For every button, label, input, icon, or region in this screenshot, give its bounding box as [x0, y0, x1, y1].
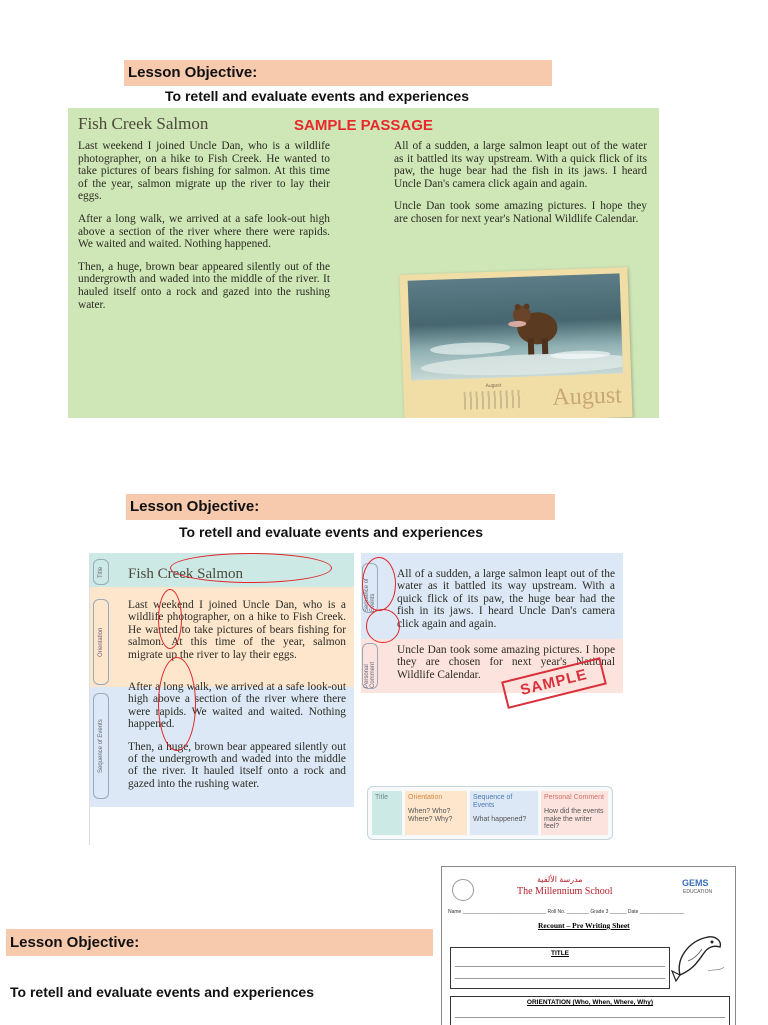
- mini-calendar-grid: [464, 390, 525, 410]
- bear-photo: [408, 273, 623, 380]
- writing-line: [455, 966, 665, 967]
- calendar-month-label: August: [552, 382, 623, 411]
- pre-writing-worksheet: [441, 866, 736, 1025]
- salmon-icon: [668, 931, 728, 983]
- annotated-paragraph: Uncle Dan took some amazing pictures. I hope they are chosen for next year's National Wildlife Calendar.: [397, 644, 615, 681]
- key-heading: Sequence of Events: [473, 794, 513, 809]
- student-fields-line: Name ______________________________ Roll No. ________ Grade 3 ______ Date ________________: [448, 909, 685, 915]
- annotated-paragraph: After a long walk, we arrived at a safe look-out high above a section of the river where there were rapids. We waited and waited. Nothing happened.: [128, 681, 346, 731]
- recount-structure-key: [367, 786, 613, 840]
- tab-orientation: Orientation: [93, 599, 109, 685]
- objective-label-1: Lesson Objective:: [124, 60, 552, 86]
- passage-title: Fish Creek Salmon: [78, 114, 209, 133]
- school-name: The Millennium School: [517, 886, 613, 897]
- school-name-arabic: مدرسة الألفية: [537, 875, 583, 884]
- brand-logo: GEMS: [682, 878, 709, 888]
- objective-label-2: Lesson Objective:: [126, 494, 555, 520]
- key-description: What happened?: [473, 816, 527, 823]
- objective-text-2: To retell and evaluate events and experiences: [179, 524, 483, 540]
- brand-subtitle: EDUCATION: [683, 889, 713, 895]
- annotation-ring-when: [158, 589, 182, 649]
- key-description: How did the events make the writer feel?: [544, 808, 604, 830]
- bear-icon: [408, 273, 623, 380]
- passage-left-column: [78, 140, 330, 321]
- passage-paragraph: All of a sudden, a large salmon leapt out of the water as it battled its way upstream. With a quick flick of its paw, the huge bear had the fish in its jaws. I heard Uncle Dan's camera click again and again.: [394, 140, 647, 190]
- passage-paragraph: Last weekend I joined Uncle Dan, who is a wildlife photographer, on a hike to Fish Creek. He wanted to take pictures of bears fishing for salmon. At this time of the year, salmon migrate up the river to lay their eggs.: [78, 140, 330, 203]
- passage-paragraph: After a long walk, we arrived at a safe look-out high above a section of the river where there were rapids. We waited and waited. Nothing happened.: [78, 212, 330, 251]
- tab-sequence-of-events: Sequence of Events: [93, 693, 109, 799]
- writing-line: [455, 1017, 725, 1018]
- key-orientation: [405, 791, 467, 835]
- mini-calendar-month: August: [485, 382, 502, 390]
- key-personal: [541, 791, 608, 835]
- worksheet-heading: Recount – Pre Writing Sheet: [538, 921, 630, 930]
- annotation-ring-camera: [366, 609, 400, 643]
- writing-line: [455, 978, 665, 979]
- key-heading: Title: [375, 794, 388, 801]
- annotated-paragraph: Last weekend I joined Uncle Dan, who is a wildlife photographer, on a hike to Fish Creek. He wanted to take pictures of bears fishing for salmon. At this time of the year, salmon migrate up the river to lay their eggs.: [128, 599, 346, 661]
- passage-right-column: [394, 140, 647, 236]
- key-title: [372, 791, 402, 835]
- key-heading: Personal Comment: [544, 794, 604, 801]
- orientation-box-label: ORIENTATION (Who, When, Where, Why): [526, 999, 654, 1006]
- key-sequence: [470, 791, 538, 835]
- annotation-ring-title: [170, 553, 332, 583]
- sample-stamp: SAMPLE: [501, 657, 607, 709]
- sample-passage-panel: [68, 108, 659, 418]
- annotated-paragraph: Then, a huge, brown bear appeared silently out of the undergrowth and waded into the middle of the river. It hauled itself onto a rock and gazed into the rushing water.: [128, 740, 346, 790]
- passage-paragraph: Then, a huge, brown bear appeared silently out of the undergrowth and waded into the middle of the river. It hauled itself onto a rock and gazed into the rushing water.: [78, 260, 330, 311]
- sample-passage-label: SAMPLE PASSAGE: [294, 117, 433, 134]
- annotated-passage-panel: [89, 553, 623, 845]
- title-box: [450, 947, 670, 989]
- key-description: When? Who? Where? Why?: [408, 808, 453, 823]
- annotated-passage-title: Fish Creek Salmon: [128, 566, 243, 582]
- objective-label-3: Lesson Objective:: [6, 929, 433, 956]
- bear-calendar-photo: [399, 267, 632, 418]
- objective-text-1: To retell and evaluate events and experiences: [165, 88, 469, 104]
- tab-personal-comment: Personal Comment: [362, 643, 378, 689]
- tab-sequence-right: Sequence of Events: [362, 563, 378, 613]
- annotation-ring-where: [158, 657, 196, 751]
- mini-calendar: [463, 383, 524, 415]
- key-heading: Orientation: [408, 794, 443, 801]
- school-crest-icon: [452, 879, 474, 901]
- tab-title: Title: [93, 559, 109, 585]
- title-box-label: TITLE: [550, 950, 570, 957]
- orientation-box: [450, 996, 730, 1025]
- annotated-paragraph: All of a sudden, a large salmon leapt out of the water as it battled its way upstream. With a quick flick of its paw, the huge bear had the fish in its jaws. I heard Uncle Dan's camera click again and again.: [397, 568, 615, 630]
- objective-text-3: To retell and evaluate events and experiences: [10, 984, 314, 1000]
- annotation-ring-sudden: [362, 557, 396, 611]
- passage-paragraph: Uncle Dan took some amazing pictures. I hope they are chosen for next year's National Wildlife Calendar.: [394, 200, 647, 225]
